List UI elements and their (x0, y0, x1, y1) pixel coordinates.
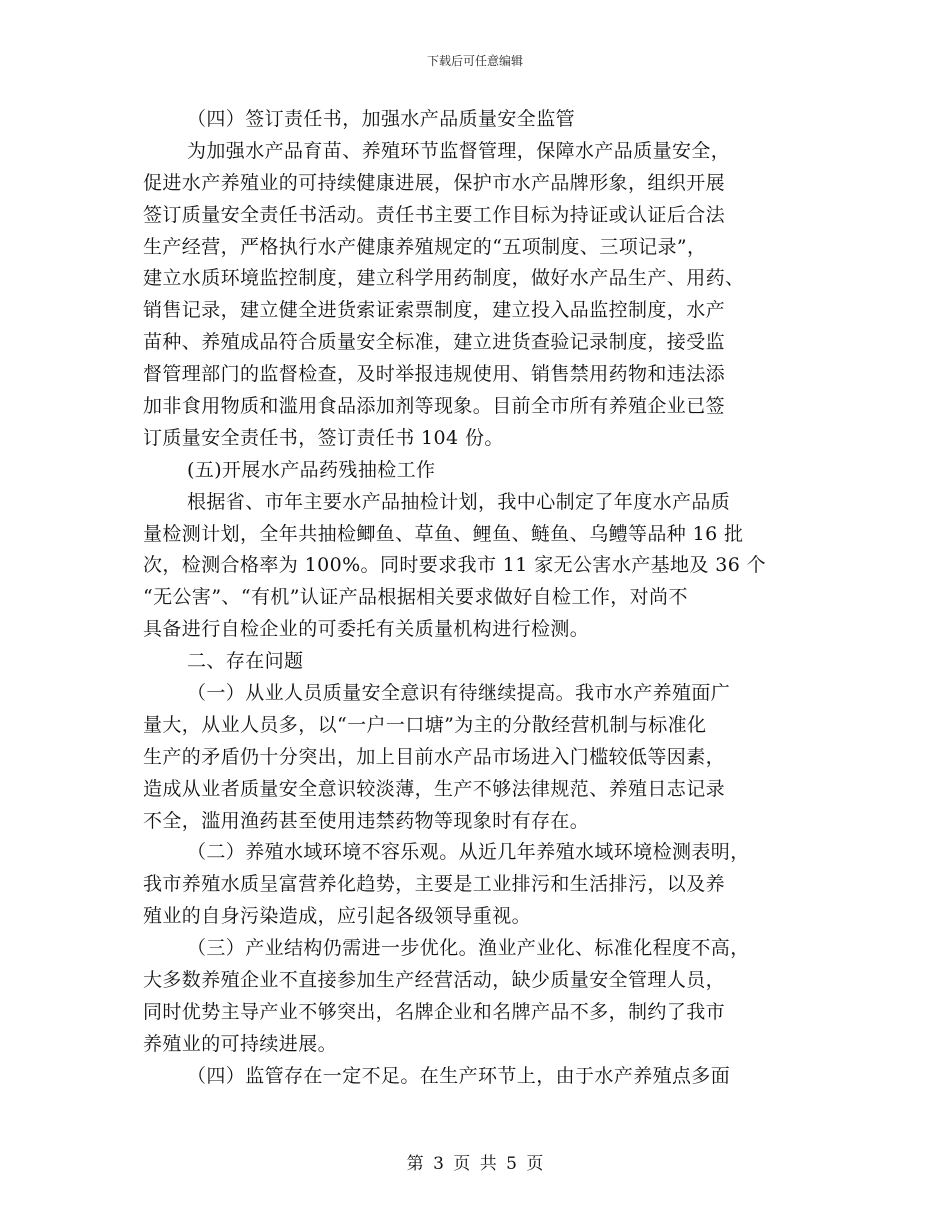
text-line: （三）产业结构仍需进一步优化。渔业产业化、标准化程度不高， (187, 937, 750, 960)
text-line: 殖业的自身污染造成，应引起各级领导重视。 (143, 905, 532, 928)
text-line: 督管理部门的监督检查，及时举报违规使用、销售禁用药物和违法添 (143, 363, 726, 386)
text-line: 大多数养殖企业不直接参加生产经营活动，缺少质量安全管理人员， (143, 969, 726, 992)
text-line: 建立水质环境监控制度，建立科学用药制度，做好水产品生产、用药、 (143, 267, 745, 290)
text-line: 根据省、市年主要水产品抽检计划，我中心制定了年度水产品质 (187, 490, 731, 513)
page-header: 下载后可任意编辑 (426, 54, 523, 68)
text-line: (五)开展水产品药残抽检工作 (187, 458, 436, 481)
text-line: 我市养殖水质呈富营养化趋势，主要是工业排污和生活排污，以及养 (143, 873, 726, 896)
text-line: 不全，滥用渔药甚至使用违禁药物等现象时有存在。 (143, 809, 590, 832)
text-line: （四）监管存在一定不足。在生产环节上，由于水产养殖点多面 (187, 1064, 731, 1087)
text-line: 量大，从业人员多，以“一户一口塘”为主的分散经营机制与标准化 (143, 713, 707, 736)
text-line: 造成从业者质量安全意识较淡薄，生产不够法律规范、养殖日志记录 (143, 777, 726, 800)
text-line: 量检测计划，全年共抽检鲫鱼、草鱼、鲤鱼、鲢鱼、乌鳢等品种 16 批 (143, 522, 744, 545)
text-line: 销售记录，建立健全进货索证索票制度，建立投入品监控制度，水产 (143, 299, 726, 322)
text-line: 次，检测合格率为 100%。同时要求我市 11 家无公害水产基地及 36 个 (143, 554, 767, 577)
text-line: 养殖业的可持续进展。 (143, 1032, 338, 1055)
text-line: 苗种、养殖成品符合质量安全标准，建立进货查验记录制度，接受监 (143, 331, 726, 354)
text-line: （一）从业人员质量安全意识有待继续提高。我市水产养殖面广 (187, 682, 731, 705)
text-line: 具备进行自检企业的可委托有关质量机构进行检测。 (143, 618, 590, 641)
text-line: 签订质量安全责任书活动。责任书主要工作目标为持证或认证后合法 (143, 203, 726, 226)
page-footer: 第 3 页 共 5 页 (406, 1154, 544, 1174)
text-line: “无公害”、“有机”认证产品根据相关要求做好自检工作，对尚不 (143, 586, 688, 609)
text-line: 为加强水产品育苗、养殖环节监督管理，保障水产品质量安全， (187, 139, 731, 162)
text-line: 促进水产养殖业的可持续健康进展，保护市水产品牌形象，组织开展 (143, 171, 726, 194)
text-line: 二、存在问题 (187, 650, 304, 673)
text-line: （四）签订责任书，加强水产品质量安全监管 (187, 108, 576, 130)
text-line: 订质量安全责任书，签订责任书 104 份。 (143, 426, 504, 449)
text-line: 生产经营，严格执行水产健康养殖规定的“五项制度、三项记录”， (143, 235, 707, 258)
document-body (143, 104, 808, 1093)
text-line: 加非食用物质和滥用食品添加剂等现象。目前全市所有养殖企业已签 (143, 395, 726, 418)
text-line: 生产的矛盾仍十分突出，加上目前水产品市场进入门槛较低等因素， (143, 745, 726, 768)
text-line: （二）养殖水域环境不容乐观。从近几年养殖水域环境检测表明， (187, 841, 750, 864)
text-line: 同时优势主导产业不够突出，名牌企业和名牌产品不多，制约了我市 (143, 1000, 726, 1023)
